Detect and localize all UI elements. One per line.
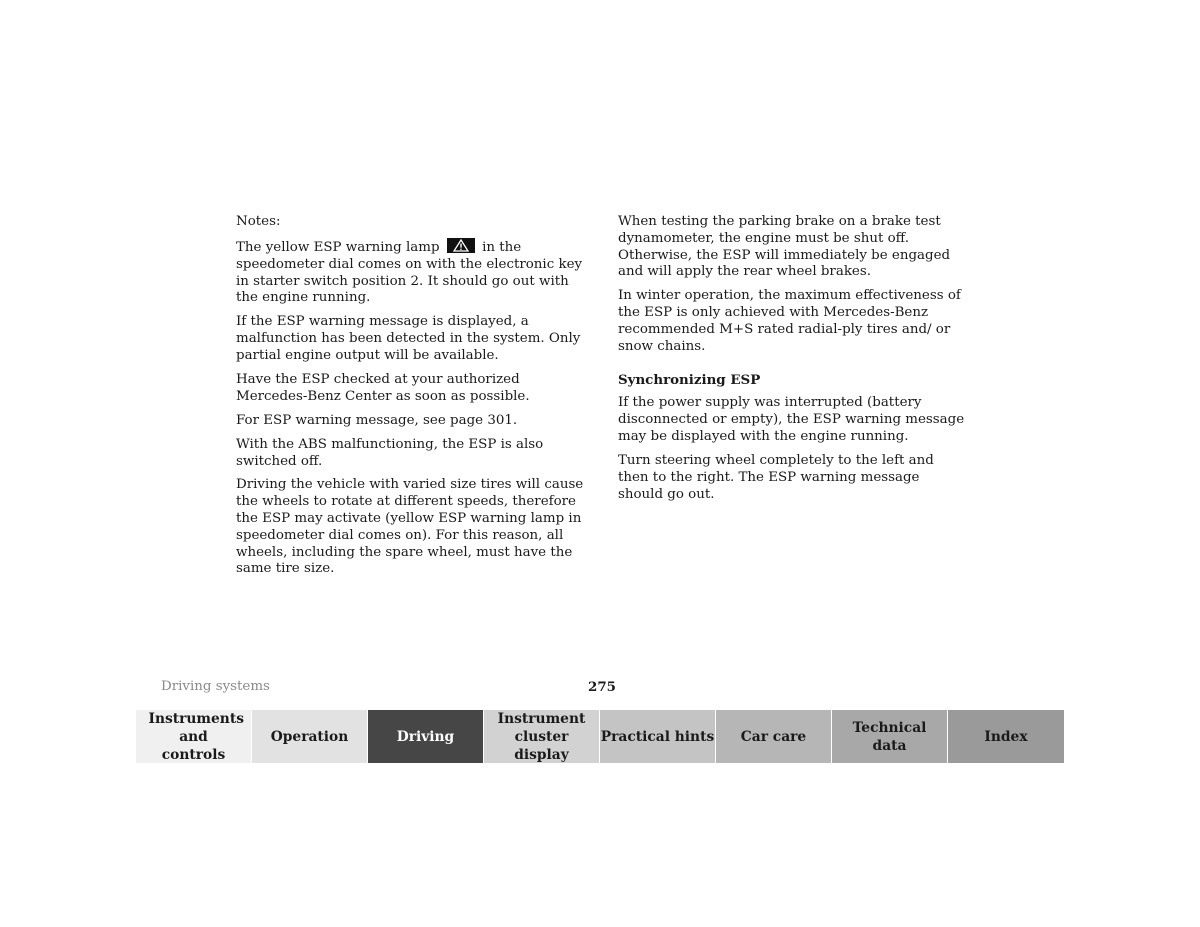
tab-index[interactable] [948,710,1064,763]
paragraph-text: in the speedometer dial comes on with the electronic key in starter switch position 2. It should go out with the engine running. [236,239,583,306]
paragraph-brake-test: When testing the parking brake on a brake test dynamometer, the engine must be shut off. Otherwise, the ESP will immediately be engaged and will apply the rear wheel brakes. [618,214,951,280]
paragraph-winter: In winter operation, the maximum effectiveness of the ESP is only achieved with Mercedes-Benz recommended M+S rated radial-ply tires and/ or snow chains. [618,288,961,354]
section-heading: Synchronizing ESP [618,371,761,388]
tab-car-care[interactable] [716,710,832,763]
tab-driving[interactable] [368,710,484,763]
paragraph-malfunction: If the ESP warning message is displayed, a malfunction has been detected in the system. Only partial engine output will be available. [236,314,581,363]
page-number: 275 [588,679,616,695]
tab-technical-data[interactable] [832,710,948,763]
tab-label: Index [984,728,1028,745]
tab-label: Instrument cluster display [497,710,586,763]
paragraph-text: The yellow ESP warning lamp [236,239,440,255]
paragraph-abs: With the ABS malfunctioning, the ESP is also switched off. [236,436,544,469]
notes-heading: Notes: [236,214,281,229]
chapter-tab-bar [136,710,1065,763]
left-column [236,214,586,585]
paragraph-steering: Turn steering wheel completely to the left and then to the right. The ESP warning message should go out. [618,452,934,502]
paragraph-page-reference: For ESP warning message, see page 301. [236,412,518,428]
tab-label: Technical data [852,719,927,754]
tab-label: Practical hints [600,728,715,745]
tab-operation[interactable] [252,710,368,763]
tab-practical-hints[interactable] [600,710,716,763]
tab-instrument-cluster-display[interactable] [484,710,600,763]
tab-label: Operation [270,728,349,745]
right-column [618,214,968,511]
footer-section-title: Driving systems [161,679,270,694]
paragraph-check-esp: Have the ESP checked at your authorized Mercedes-Benz Center as soon as possible. [236,371,530,404]
tab-label: Driving [396,728,455,745]
paragraph-warning-lamp [236,238,586,307]
paragraph-power-supply: If the power supply was interrupted (battery disconnected or empty), the ESP warning message may be displayed with the engine running. [618,395,965,444]
tab-instruments-and-controls[interactable] [136,710,252,763]
paragraph-tire-size: Driving the vehicle with varied size tires will cause the wheels to rotate at different speeds, therefore the ESP may activate (yellow ESP warning lamp in speedometer dial comes on). For this reason, all wheels, including the spare wheel, must have the same tire size. [236,477,584,577]
tab-label: Car care [740,728,807,745]
warning-triangle-icon [447,238,475,253]
tab-label: Instruments and controls [148,710,244,763]
